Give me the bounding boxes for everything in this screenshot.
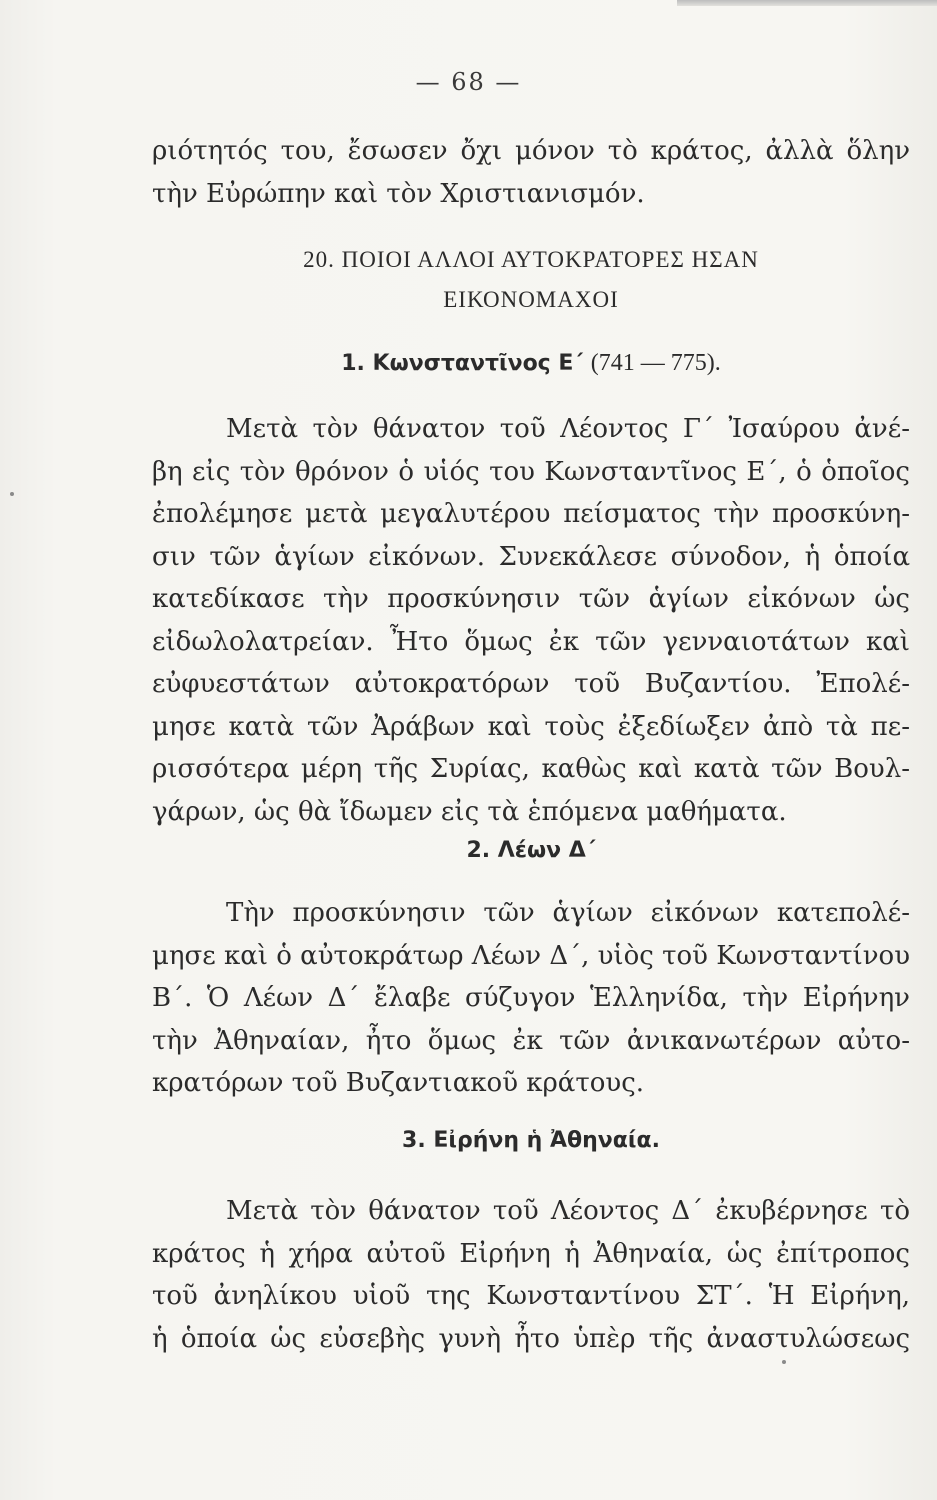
text-line: κρατόρων τοῦ Βυζαντιακοῦ κράτους. — [152, 1068, 645, 1098]
section-heading-2 — [152, 838, 910, 863]
section-1-paragraph — [152, 408, 910, 833]
page-edge-shadow — [677, 0, 937, 6]
section-heading-dates: (741 — 775). — [590, 350, 721, 376]
section-heading-title: 1. Κωνσταντῖνος Ε΄ — [341, 351, 584, 376]
speck-mark — [10, 492, 14, 496]
text-line: ριότητός του, ἔσωσεν ὄχι μόνον τὸ κράτος, ἀλλὰ ὅλην — [152, 136, 910, 166]
chapter-heading-line: ΕΙΚΟΝΟΜΑΧΟΙ — [443, 287, 619, 312]
text-line: τὴν Ἀθηναίαν, ἦτο ὅμως ἐκ τῶν ἀνικανωτέρων αὐτο- — [152, 1025, 910, 1056]
speck-mark — [782, 1360, 786, 1364]
text-line: τοῦ ἀνηλίκου υἱοῦ της Κωνσταντίνου ΣΤ΄. Ἡ Εἰρήνη, — [152, 1281, 910, 1311]
text-line: κράτος ἡ χήρα αὐτοῦ Εἰρήνη ἡ Ἀθηναία, ὡς ἐπίτροπος — [152, 1238, 910, 1269]
text-line: σιν τῶν ἁγίων εἰκόνων. Συνεκάλεσε σύνοδον, ἡ ὁποία — [152, 541, 910, 572]
text-line: τὴν Εὐρώπην καὶ τὸν Χριστιανισμόν. — [152, 178, 645, 209]
text-line: εἰδωλολατρείαν. Ἦτο ὅμως ἐκ τῶν γενναιοτάτων καὶ — [152, 626, 910, 657]
section-heading-title: 2. Λέων Δ΄ — [466, 838, 596, 863]
chapter-heading-line: 20. ΠΟΙΟΙ ΑΛΛΟΙ ΑΥΤΟΚΡΑΤΟΡΕΣ ΗΣΑΝ — [303, 247, 759, 272]
chapter-heading — [152, 240, 910, 320]
section-2-paragraph — [152, 892, 910, 1105]
section-3-paragraph — [152, 1190, 910, 1360]
text-line: ἐπολέμησε μετὰ μεγαλυτέρου πείσματος τὴν προσκύνη- — [152, 499, 910, 529]
text-line: Β΄. Ὁ Λέων Δ΄ ἔλαβε σύζυγον Ἑλληνίδα, τὴν Εἰρήνην — [152, 983, 910, 1013]
section-heading-3 — [152, 1128, 910, 1153]
text-line: εὐφυεστάτων αὐτοκρατόρων τοῦ Βυζαντίου. Ἐπολέ- — [152, 669, 910, 699]
text-line: μησε καὶ ὁ αὐτοκράτωρ Λέων Δ΄, υἱὸς τοῦ Κωνσταντίνου — [152, 940, 910, 971]
continuation-paragraph — [152, 130, 910, 215]
text-line: γάρων, ὡς θὰ ἴδωμεν εἰς τὰ ἑπόμενα μαθήματα. — [152, 796, 787, 827]
section-heading-title: 3. Εἰρήνη ἡ Ἀθηναία. — [402, 1128, 660, 1153]
section-heading-1 — [152, 350, 910, 377]
text-line: κατεδίκασε τὴν προσκύνησιν τῶν ἁγίων εἰκόνων ὡς — [152, 584, 910, 614]
page-number: — 68 — — [415, 68, 522, 96]
text-line: Μετὰ τὸν θάνατον τοῦ Λέοντος Γ΄ Ἰσαύρου ἀνέ- — [226, 414, 910, 444]
text-line: ρισσότερα μέρη τῆς Συρίας, καθὼς καὶ κατὰ τῶν Βουλ- — [152, 754, 910, 784]
text-line: μησε κατὰ τῶν Ἀράβων καὶ τοὺς ἐξεδίωξεν ἀπὸ τὰ πε- — [152, 711, 910, 742]
text-line: Μετὰ τὸν θάνατον τοῦ Λέοντος Δ΄ ἐκυβέρνησε τὸ — [226, 1196, 910, 1226]
text-line: ἡ ὁποία ὡς εὐσεβὴς γυνὴ ἦτο ὑπὲρ τῆς ἀναστυλώσεως — [152, 1323, 910, 1354]
text-line: Τὴν προσκύνησιν τῶν ἁγίων εἰκόνων κατεπολέ- — [226, 898, 910, 928]
text-line: βη εἰς τὸν θρόνον ὁ υἱός του Κωνσταντῖνος Ε΄, ὁ ὁποῖος — [152, 456, 910, 487]
